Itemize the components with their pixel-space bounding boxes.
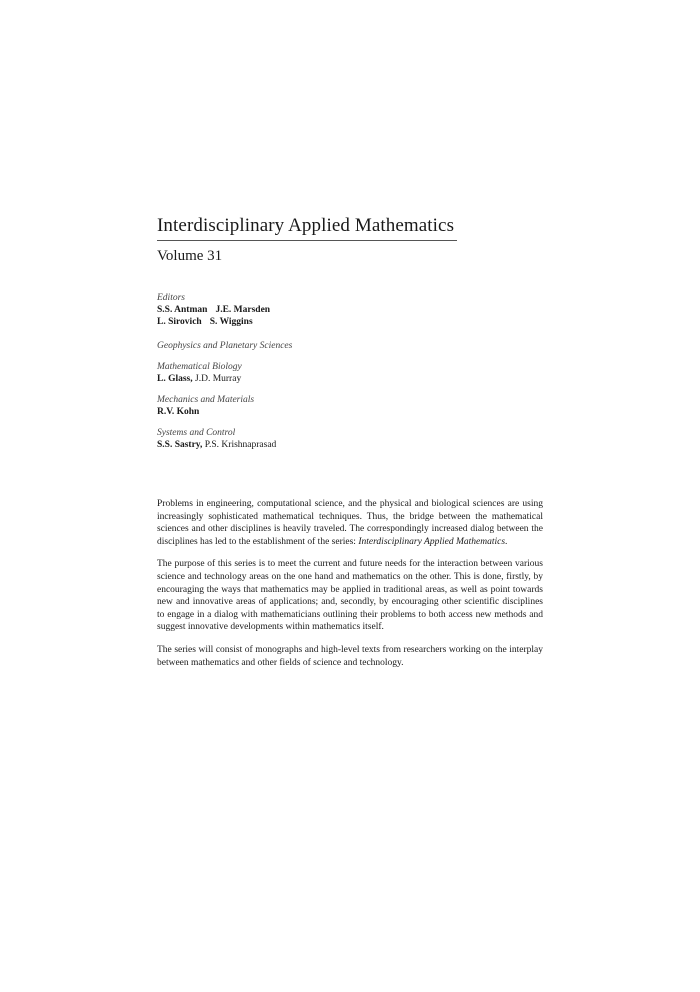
subject-editor-bold: R.V. Kohn	[157, 407, 200, 417]
editors-label: Editors	[157, 293, 185, 303]
title-rule	[157, 240, 457, 241]
editors-row-1	[157, 304, 457, 316]
subject-editor-other: P.S. Krishnaprasad	[202, 440, 277, 450]
series-description	[157, 498, 543, 679]
editors-row-2	[157, 316, 457, 328]
volume-number: Volume 31	[157, 248, 223, 264]
subject-label: Geophysics and Planetary Sciences	[157, 341, 293, 351]
subject-label: Mechanics and Materials	[157, 395, 255, 405]
subject-editors	[157, 373, 457, 385]
subject-editor-other: J.D. Murray	[192, 374, 242, 384]
subject-systems-control	[157, 427, 457, 451]
editors-block	[157, 292, 457, 451]
subject-label: Mathematical Biology	[157, 362, 242, 372]
paragraph-text: Problems in engineering, computational science, and the physical and biological sciences are using increasingly sophisticated mathematical techniques. Thus, the bridge between the mathematical sciences and other disciplines is heavily traveled. The correspondingly increased dialog between the disciplines has led to the establishment of the series:	[157, 499, 543, 547]
description-paragraph-1	[157, 498, 543, 548]
subject-editors	[157, 439, 457, 451]
description-paragraph-3: The series will consist of monographs and high-level texts from researchers working on the interplay between mathematics and other fields of science and technology.	[157, 644, 543, 668]
editor-name: S.S. Antman	[157, 305, 208, 315]
subject-geophysics	[157, 340, 457, 352]
subject-editors	[157, 406, 457, 418]
description-paragraph-2: The purpose of this series is to meet the current and future needs for the interaction between various science and technology areas on the one hand and mathematics on the other. This is done, firstly, by encouraging the ways that mathematics may be applied in traditional areas, as well as point towards new and innovative areas of applications; and, secondly, by encouraging other scientific disciplines to engage in a dialog with mathematicians outlining their problems to both access new methods and suggest innovative developments within mathematics itself.	[157, 559, 543, 633]
series-title: Interdisciplinary Applied Mathematics	[157, 215, 455, 236]
subject-editor-bold: S.S. Sastry,	[157, 440, 203, 450]
subject-mechanics	[157, 394, 457, 418]
subject-mathematical-biology	[157, 361, 457, 385]
subject-label: Systems and Control	[157, 428, 236, 438]
editor-name: L. Sirovich	[157, 317, 202, 327]
subject-editor-bold: L. Glass,	[157, 374, 193, 384]
series-name-italic: Interdisciplinary Applied Mathematics	[358, 536, 506, 547]
editor-name: J.E. Marsden	[215, 305, 271, 315]
editor-name: S. Wiggins	[209, 317, 253, 327]
paragraph-end: .	[505, 536, 508, 547]
